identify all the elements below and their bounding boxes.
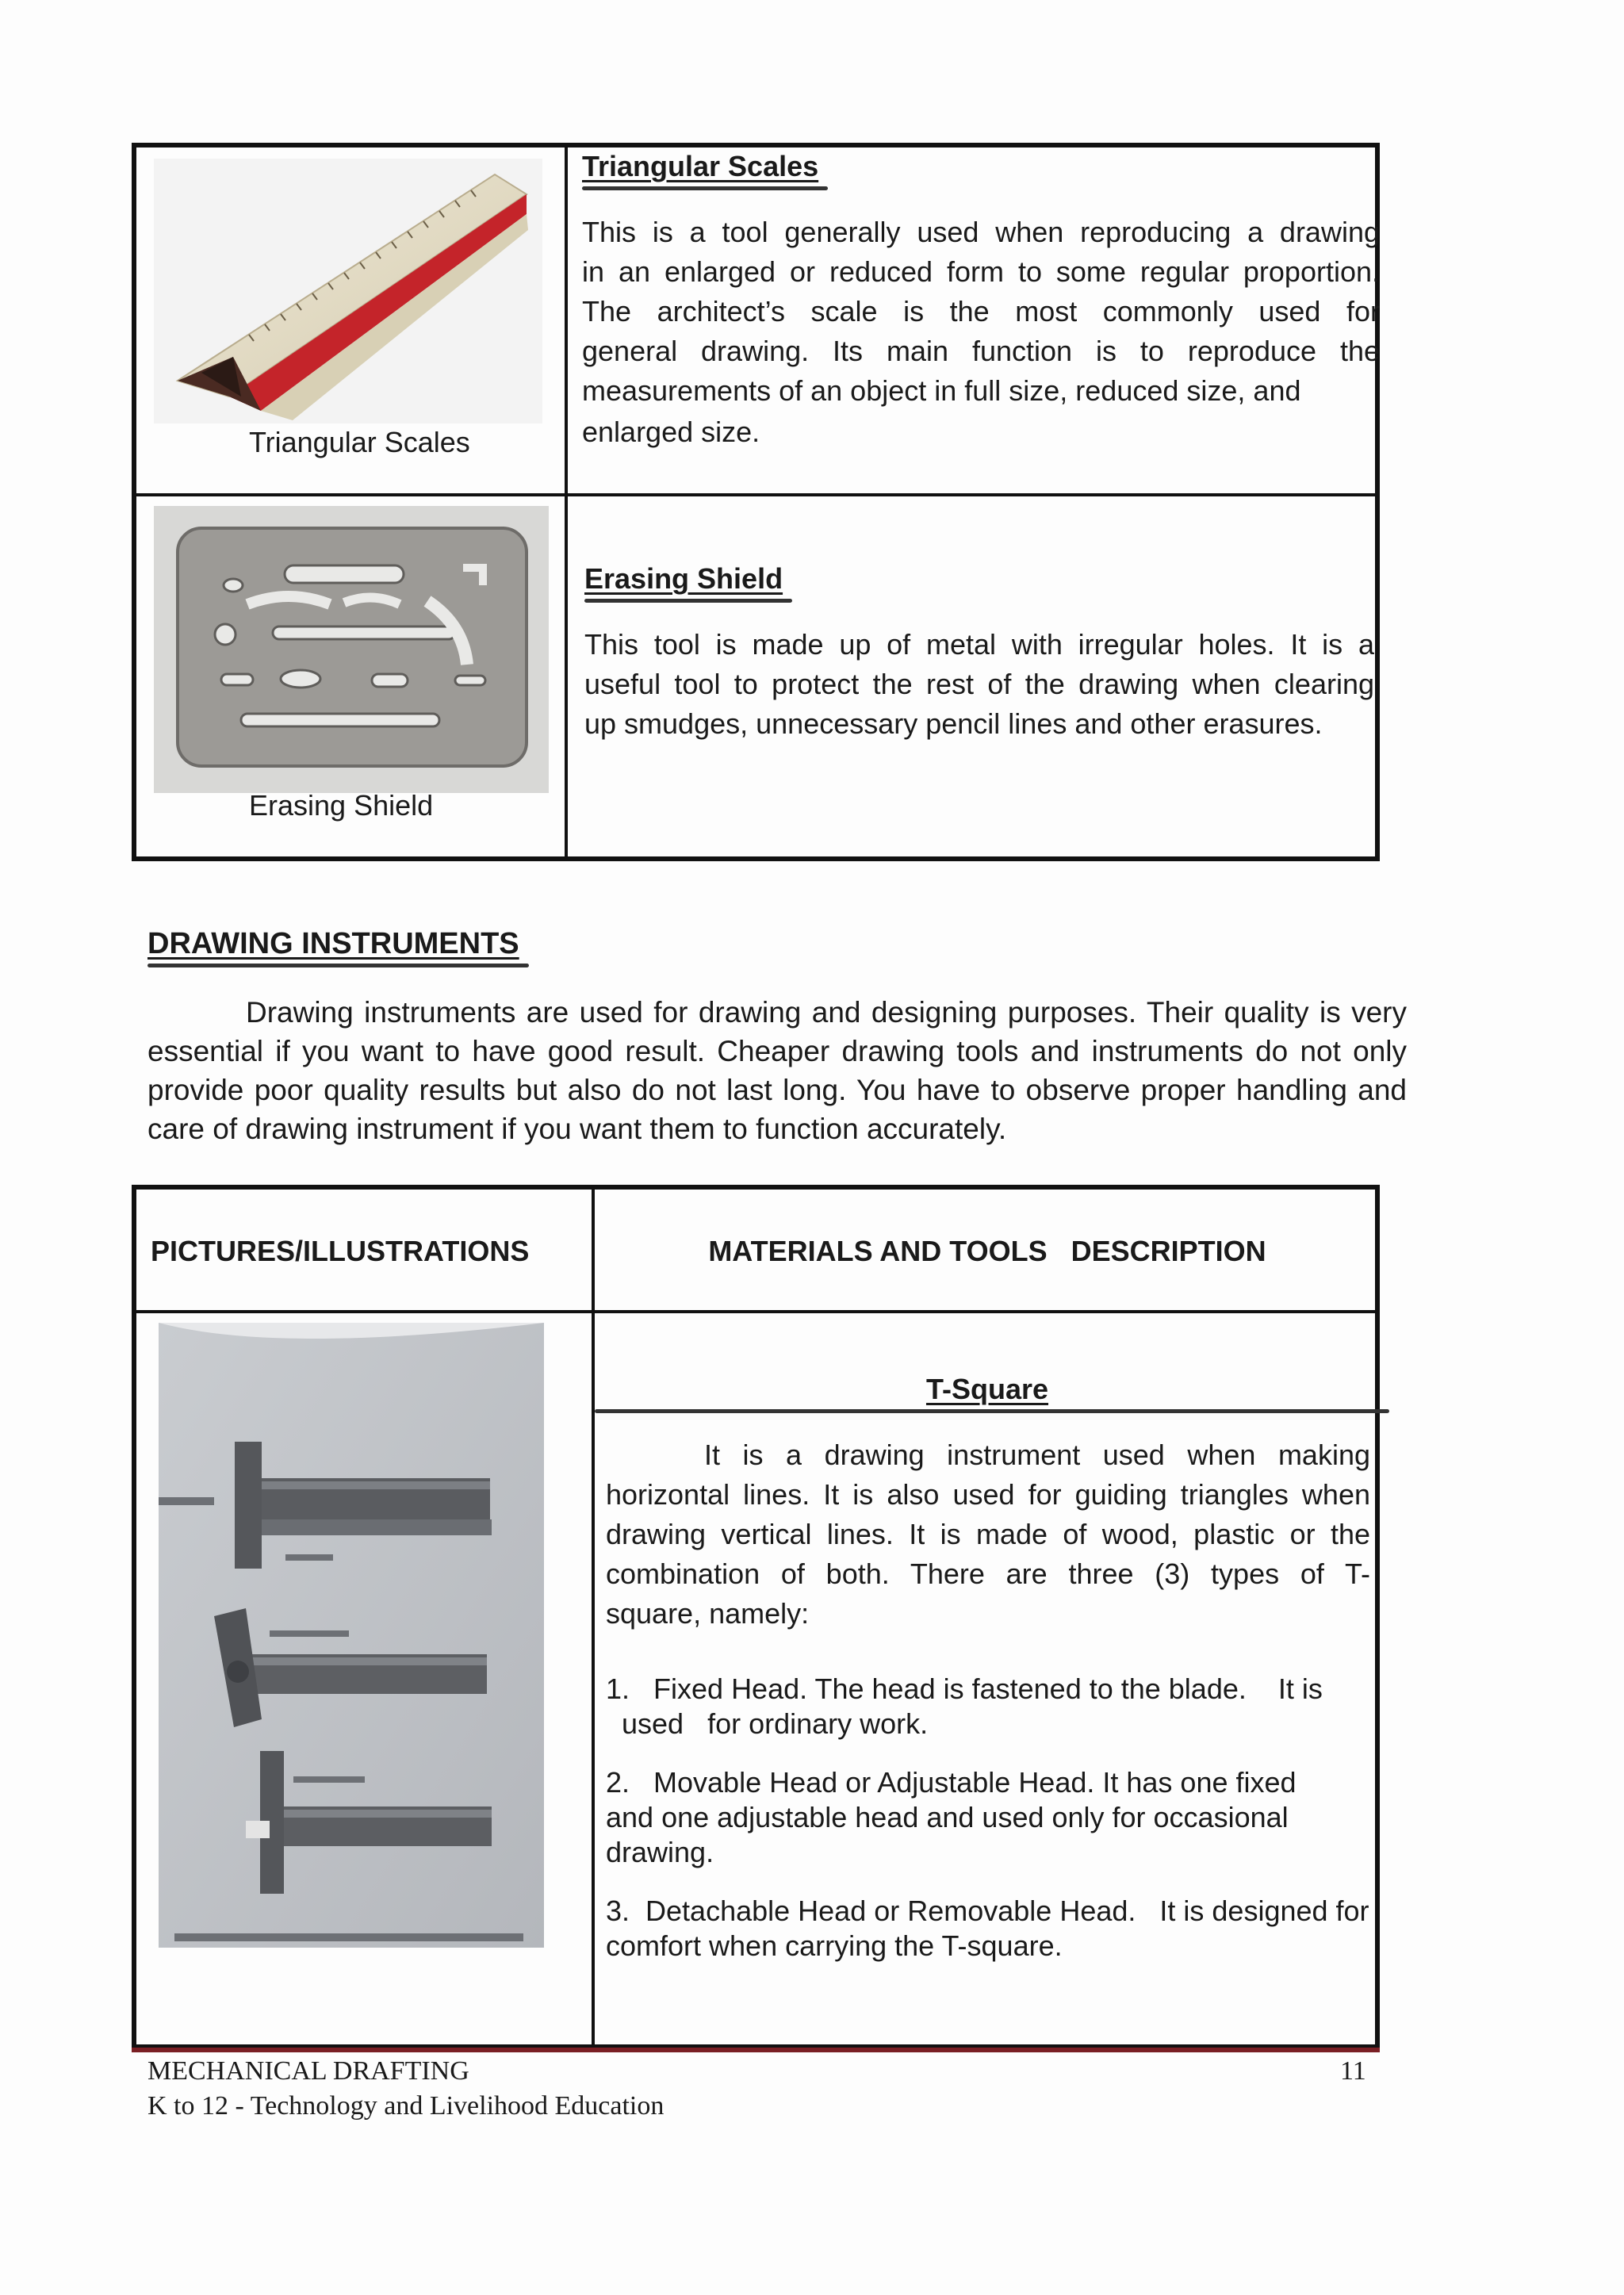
description-line: drawing vertical lines. It is made of wood, plastic or the (606, 1518, 1370, 1550)
erasing-shield-caption: Erasing Shield (249, 789, 434, 822)
list-item (606, 1672, 1370, 1741)
erasing-shield-icon (154, 506, 549, 793)
col-header-description: MATERIALS AND TOOLS DESCRIPTION (708, 1235, 1266, 1267)
description-line: This tool is made up of metal with irregular holes. It is a (584, 628, 1374, 661)
description-line: It is a drawing instrument used when making (704, 1439, 1370, 1471)
triangular-scale-image (154, 159, 542, 423)
section-heading: DRAWING INSTRUMENTS (147, 927, 519, 960)
description-line: combination of both. There are three (3) types of T- (606, 1557, 1370, 1590)
list-item-line: comfort when carrying the T-square. (606, 1929, 1063, 1962)
triangular-scale-icon (154, 159, 542, 423)
description-line: square, namely: (606, 1597, 810, 1630)
tsquare-description (606, 1435, 1370, 1634)
triangular-scale-description (582, 213, 1380, 452)
list-item (606, 1894, 1370, 1964)
list-item-line: drawing. (606, 1836, 714, 1868)
section-paragraph (147, 993, 1407, 1148)
triangular-scale-caption: Triangular Scales (249, 426, 470, 458)
paragraph-line: provide poor quality results but also do not last long. You have to observe proper handling and (147, 1074, 1407, 1106)
erasing-shield-description (584, 625, 1374, 744)
list-item-line: 3. Detachable Head or Removable Head. It is designed for (606, 1895, 1369, 1927)
erasing-shield-heading: Erasing Shield (584, 562, 783, 595)
tsquare-icon (159, 1323, 544, 1948)
page-number: 11 (1340, 2056, 1366, 2086)
paragraph-line: Drawing instruments are used for drawing and designing purposes. Their quality is very (246, 996, 1407, 1029)
tsquare-image (159, 1323, 544, 1948)
tools-table-1 (132, 143, 1380, 861)
description-line: enlarged size. (582, 416, 760, 448)
description-line: general drawing. Its main function is to reproduce the (582, 335, 1380, 367)
paragraph-line: essential if you want to have good result. Cheaper drawing tools and instruments do not only (147, 1035, 1407, 1067)
table-2-header-divider (136, 1310, 1375, 1313)
description-line: in an enlarged or reduced form to some regular proportion. (582, 255, 1380, 288)
list-item-line: and one adjustable head and used only for occasional (606, 1801, 1289, 1833)
description-line: horizontal lines. It is also used for guiding triangles when (606, 1478, 1370, 1511)
paragraph-line: care of drawing instrument if you want them to function accurately. (147, 1113, 1007, 1145)
col-header-pictures: PICTURES/ILLUSTRATIONS (151, 1235, 530, 1267)
list-item-line: 2. Movable Head or Adjustable Head. It has one fixed (606, 1766, 1297, 1799)
description-line: useful tool to protect the rest of the drawing when clearing (584, 668, 1374, 700)
footer-rule (132, 2048, 1380, 2052)
tsquare-heading: T-Square (595, 1374, 1380, 1405)
list-item-line: used for ordinary work. (606, 1707, 929, 1740)
footer-subtitle: K to 12 - Technology and Livelihood Education (147, 2091, 665, 2121)
table-1-column-divider (565, 148, 568, 856)
footer-title: MECHANICAL DRAFTING (147, 2056, 469, 2086)
description-line: This is a tool generally used when reproducing a drawing (582, 216, 1380, 248)
table-1-row-divider (136, 493, 1375, 496)
tsquare-types-list (606, 1672, 1370, 1987)
description-line: The architect’s scale is the most commonly used for (582, 295, 1380, 328)
triangular-scale-heading: Triangular Scales (582, 150, 819, 182)
description-line: measurements of an object in full size, reduced size, and (582, 374, 1301, 407)
description-line: up smudges, unnecessary pencil lines and other erasures. (584, 707, 1323, 740)
erasing-shield-image (154, 506, 549, 793)
tools-table-2 (132, 1185, 1380, 2049)
table-2-column-divider (592, 1190, 595, 2044)
list-item (606, 1765, 1370, 1870)
list-item-line: 1. Fixed Head. The head is fastened to the blade. It is (606, 1672, 1323, 1705)
